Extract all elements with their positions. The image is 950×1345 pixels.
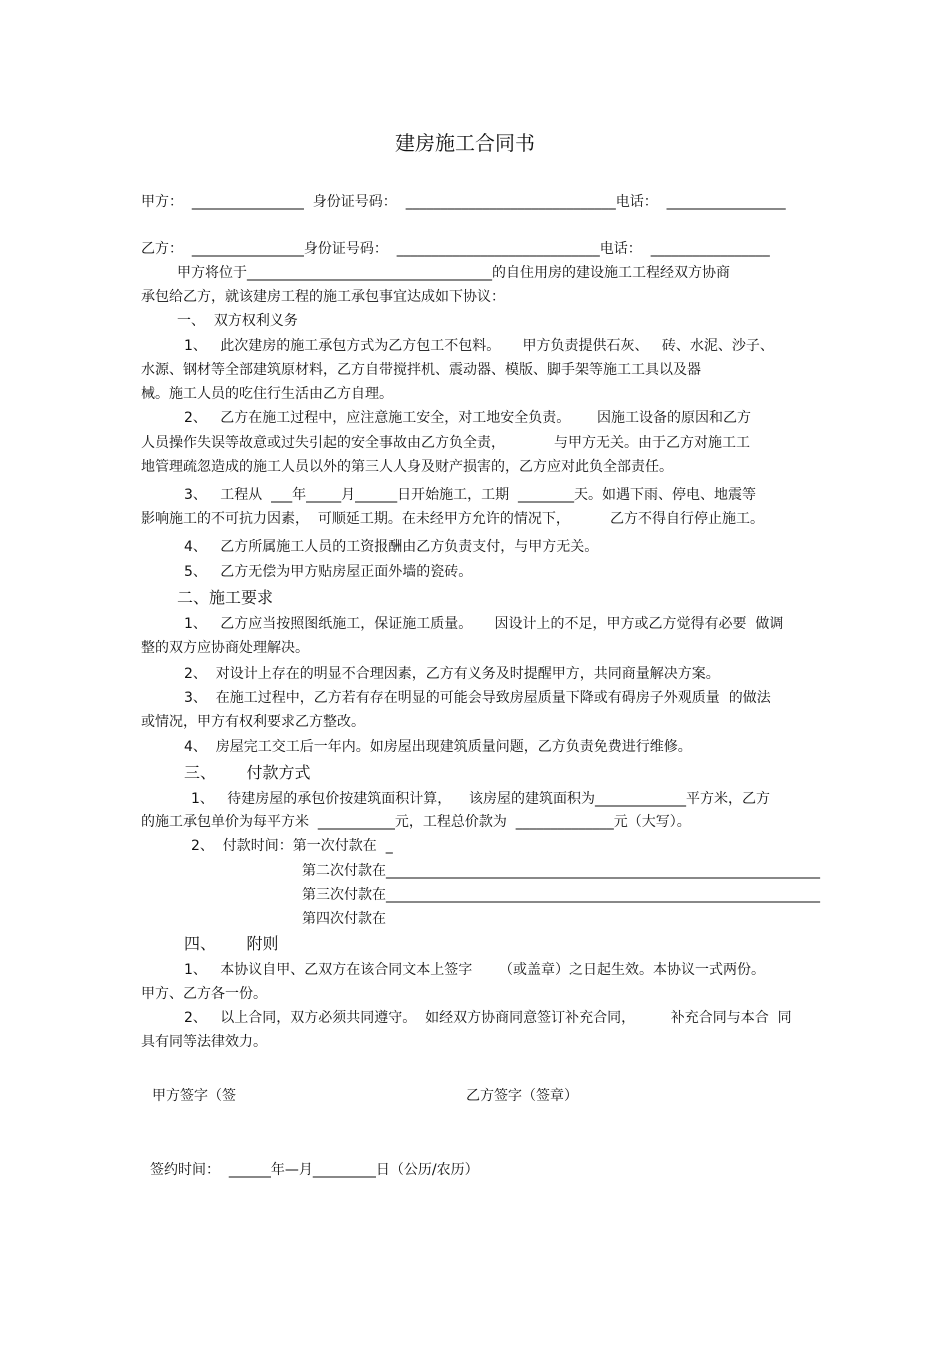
party-b-signature: 乙方签字（签章） (466, 1088, 578, 1104)
section-heading-2: 二、施工要求 (177, 588, 274, 607)
clause-4-2-line-2: 具有同等法律效力。 (141, 1034, 267, 1050)
clause-1-5: 5、 乙方无偿为甲方贴房屋正面外墙的瓷砖。 (184, 564, 473, 580)
clause-1-1-line-2: 水源、钢材等全部建筑原材料，乙方自带搅拌机、震动器、模版、脚手架等施工工具以及器 (141, 362, 701, 378)
payment-3: 第三次付款在______________________________________________________________ (302, 887, 820, 903)
clause-2-4: 4、 房屋完工交工后一年内。如房屋出现建筑质量问题，乙方负责免费进行维修。 (184, 739, 692, 755)
section-heading-1: 一、 双方权利义务 (177, 313, 298, 329)
payment-2: 第二次付款在______________________________________________________________ (302, 863, 820, 879)
signing-date: 签约时间： ______年—月_________日（公历/农历） (150, 1162, 479, 1178)
clause-1-2-line-3: 地管理疏忽造成的施工人员以外的第三人人身及财产损害的，乙方应对此负全部责任。 (141, 459, 673, 475)
clause-2-3-line-2: 或情况，甲方有权利要求乙方整改。 (141, 714, 365, 730)
clause-1-3-line-1: 3、 工程从 ___年_____月______日开始施工，工期 ________天。如遇下雨、停电、地震等 (184, 487, 757, 503)
intro-line-1: 甲方将位于___________________________________的自住用房的建设施工工程经双方协商 (177, 265, 730, 281)
clause-1-2-line-2: 人员操作失误等故意或过失引起的安全事故由乙方负全责， 与甲方无关。由于乙方对施工工 (141, 435, 750, 451)
clause-2-2: 2、 对设计上存在的明显不合理因素，乙方有义务及时提醒甲方，共同商量解决方案。 (184, 666, 720, 682)
clause-1-1-line-1: 1、 此次建房的施工承包方式为乙方包工不包料。 甲方负责提供石灰、 砖、水泥、沙子、 (184, 338, 774, 354)
party-b-info: 乙方： ________________身份证号码： _____________________________电话： _________________ (141, 241, 770, 257)
clause-1-3-line-2: 影响施工的不可抗力因素， 可顺延工期。在未经甲方允许的情况下， 乙方不得自行停止施工。 (141, 511, 764, 527)
clause-4-2-line-1: 2、 以上合同，双方必须共同遵守。 如经双方协商同意签订补充合同， 补充合同与本合 同 (184, 1010, 792, 1026)
document-title: 建房施工合同书 (395, 131, 535, 155)
intro-line-2: 承包给乙方，就该建房工程的施工承包事宜达成如下协议： (141, 289, 505, 305)
payment-4: 第四次付款在 (302, 911, 386, 927)
clause-3-1-line-1: 1、 待建房屋的承包价按建筑面积计算， 该房屋的建筑面积为_____________平方米，乙方 (191, 791, 771, 807)
party-a-signature: 甲方签字（签 (152, 1088, 236, 1104)
clause-2-1-line-2: 整的双方应协商处理解决。 (141, 640, 309, 656)
clause-1-4: 4、 乙方所属施工人员的工资报酬由乙方负责支付，与甲方无关。 (184, 539, 599, 555)
party-a-info: 甲方： ________________ 身份证号码： ______________________________电话： _________________ (141, 194, 786, 210)
clause-4-1-line-1: 1、 本协议自甲、乙双方在该合同文本上签字 （或盖章）之日起生效。本协议一式两份。 (184, 962, 765, 978)
clause-1-2-line-1: 2、 乙方在施工过程中，应注意施工安全，对工地安全负责。 因施工设备的原因和乙方 (184, 410, 751, 426)
clause-3-2: 2、 付款时间：第一次付款在 _ (191, 838, 393, 854)
clause-2-3-line-1: 3、 在施工过程中，乙方若有存在明显的可能会导致房屋质量下降或有碍房子外观质量 的做法 (184, 690, 771, 706)
section-heading-3: 三、 付款方式 (184, 763, 311, 782)
clause-4-1-line-2: 甲方、乙方各一份。 (141, 986, 267, 1002)
clause-3-1-line-2: 的施工承包单价为每平方米 ___________元，工程总价款为 ______________元（大写）。 (141, 814, 691, 830)
clause-2-1-line-1: 1、 乙方应当按照图纸施工，保证施工质量。 因设计上的不足，甲方或乙方觉得有必要 做调 (184, 616, 784, 632)
clause-1-1-line-3: 械。施工人员的吃住行生活由乙方自理。 (141, 386, 393, 402)
section-heading-4: 四、 附则 (184, 934, 279, 953)
